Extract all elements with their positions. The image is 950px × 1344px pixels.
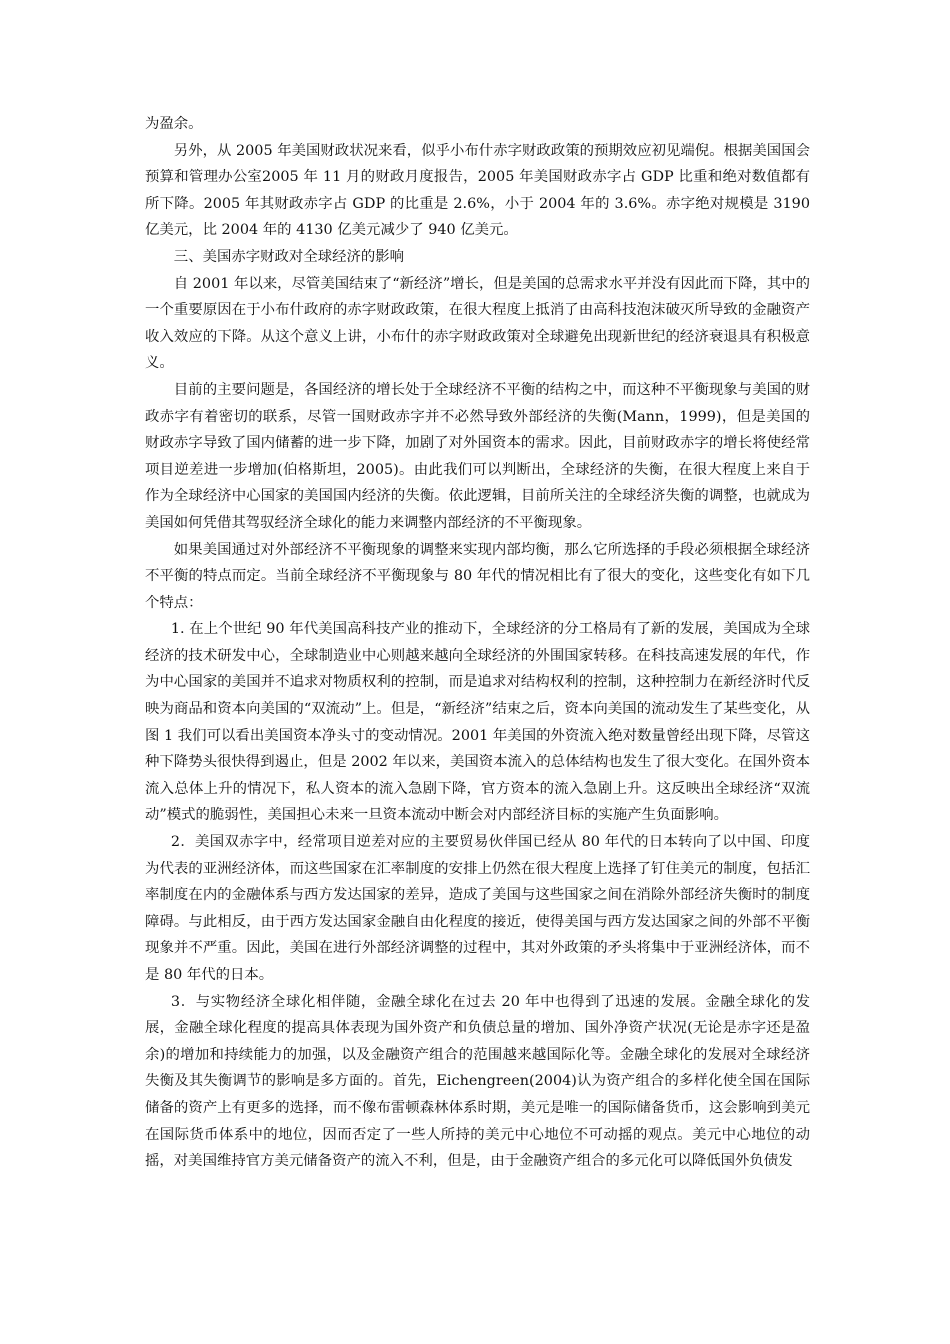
paragraph-since-2001: 自 2001 年以来，尽管美国结束了“新经济”增长，但是美国的总需求水平并没有因此而下降，其中的一个重要原因在于小布什政府的赤字财政政策，在很大程度上抵消了由高科技泡沫破灭所导致的金融资产收入效应的下降。从这个意义上讲，小布什的赤字财政政策对全球避免出现新世纪的经济衰退具有积极意义。	[145, 275, 810, 372]
paragraph-continuation: 为盈余。	[145, 116, 203, 132]
paragraph-point-3: 3．与实物经济全球化相伴随，金融全球化在过去 20 年中也得到了迅速的发展。金融全球化的发展，金融全球化程度的提高具体表现为国外资产和负债总量的增加、国外净资产状况(无论是赤字还是盈余)的增加和持续能力的加强，以及金融资产组合的范围越来越国际化等。金融全球化的发展对全球经济失衡及其失衡调节的影响是多方面的。首先，Eichengreen(2004)认为资产组合的多样化使全国在国际储备的资产上有更多的选择，而不像布雷顿森林体系时期，美元是唯一的国际储备货币，这会影响到美元在国际货币体系中的地位，因而否定了一些人所持的美元中心地位不可动摇的观点。美元中心地位的动摇，对美国维持官方美元储备资产的流入不利，但是，由于金融资产组合的多元化可以降低国外负债发	[145, 993, 810, 1170]
paragraph-point-2: 2．美国双赤字中，经常项目逆差对应的主要贸易伙伴国已经从 80 年代的日本转向了以中国、印度为代表的亚洲经济体，而这些国家在汇率制度的安排上仍然在很大程度上选择了钉住美元的制度，包括汇率制度在内的金融体系与西方发达国家的差异，造成了美国与这些国家之间在消除外部经济失衡时的制度障碍。与此相反，由于西方发达国家金融自由化程度的接近，使得美国与西方发达国家之间的外部不平衡现象并不严重。因此，美国在进行外部经济调整的过程中，其对外政策的矛头将集中于亚洲经济体，而不是 80 年代的日本。	[145, 834, 810, 983]
paragraph-adjustment: 如果美国通过对外部经济不平衡现象的调整来实现内部均衡，那么它所选择的手段必须根据全球经济不平衡的特点而定。当前全球经济不平衡现象与 80 年代的情况相比有了很大的变化，这些变化有如下几个特点：	[145, 541, 810, 611]
document-body	[145, 111, 810, 1175]
section-heading: 三、美国赤字财政对全球经济的影响	[173, 248, 405, 265]
paragraph-point-1: 1. 在上个世纪 90 年代美国高科技产业的推动下，全球经济的分工格局有了新的发展，美国成为全球经济的技术研发中心，全球制造业中心则越来越向全球经济的外围国家转移。在科技高速发展的年代，作为中心国家的美国并不追求对物质权利的控制，而是追求对结构权利的控制，这种控制力在新经济时代反映为商品和资本向美国的“双流动”上。但是，“新经济”结束之后，资本向美国的流动发生了某些变化，从图 1 我们可以看出美国资本净头寸的变动情况。2001 年美国的外资流入绝对数量曾经出现下降，尽管这种下降势头很快得到遏止，但是 2002 年以来，美国资本流入的总体结构也发生了很大变化。在国外资本流入总体上升的情况下，私人资本的流入急剧下降，官方资本的流入急剧上升。这反映出全球经济“双流动”模式的脆弱性，美国担心未来一旦资本流动中断会对内部经济目标的实施产生负面影响。	[145, 621, 810, 824]
paragraph-fiscal-2005: 另外，从 2005 年美国财政状况来看，似乎小布什赤字财政政策的预期效应初见端倪。根据美国国会预算和管理办公室2005 年 11 月的财政月度报告，2005 年美国财政赤字占 GDP 比重和绝对数值都有所下降。2005 年其财政赤字占 GDP 的比重是 2.6%，小于 2004 年的 3.6%。赤字绝对规模是 3190 亿美元，比 2004 年的 4130 亿美元减少了 940 亿美元。	[145, 142, 810, 239]
paragraph-main-issue: 目前的主要问题是，各国经济的增长处于全球经济不平衡的结构之中，而这种不平衡现象与美国的财政赤字有着密切的联系，尽管一国财政赤字并不必然导致外部经济的失衡(Mann，1999)，但是美国的财政赤字导致了国内储蓄的进一步下降，加剧了对外国资本的需求。因此，目前财政赤字的增长将使经常项目逆差进一步增加(伯格斯坦，2005)。由此我们可以判断出，全球经济的失衡，在很大程度上来自于作为全球经济中心国家的美国国内经济的失衡。依此逻辑，目前所关注的全球经济失衡的调整，也就成为美国如何凭借其驾驭经济全球化的能力来调整内部经济的不平衡现象。	[145, 381, 810, 531]
